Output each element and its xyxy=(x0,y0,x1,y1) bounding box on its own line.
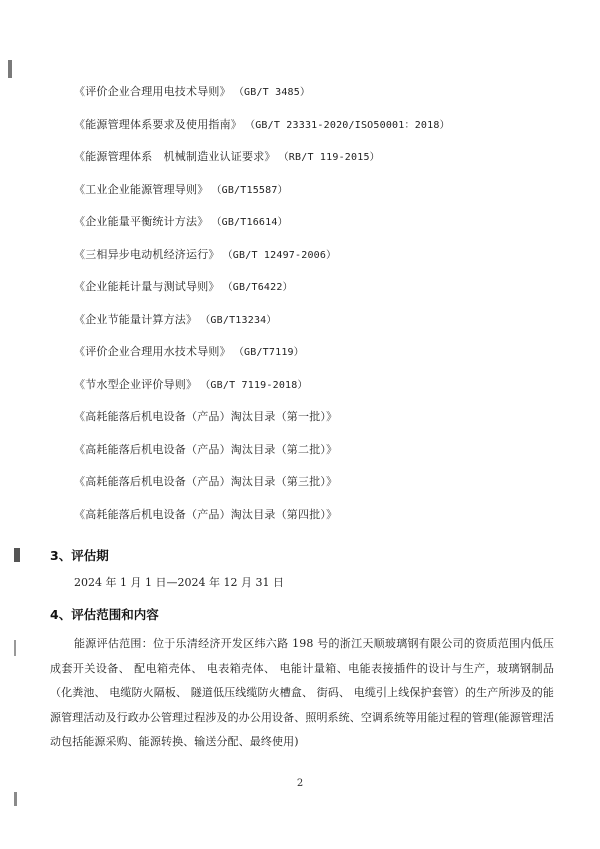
binding-mark xyxy=(14,548,20,562)
reference-item xyxy=(74,472,574,505)
reference-title: 《企业能耗计量与测试导则》 xyxy=(74,280,220,293)
reference-title: 《三相异步电动机经济运行》 xyxy=(74,247,220,261)
reference-title: 《高耗能落后机电设备（产品）淘汰目录（第一批）》 xyxy=(74,410,338,423)
reference-code: （GB/T16614） xyxy=(216,217,288,228)
reference-code: （GB/T7119） xyxy=(238,347,304,358)
reference-title: 《高耗能落后机电设备（产品）淘汰目录（第四批）》 xyxy=(74,507,338,521)
binding-mark xyxy=(14,792,17,806)
section-heading-assessment-period: 3、评估期 xyxy=(50,548,109,563)
section-heading-scope: 4、评估范围和内容 xyxy=(50,607,159,622)
reference-item xyxy=(74,180,574,213)
scope-paragraph: 能源评估范围：位于乐清经济开发区纬六路 198 号的浙江天顺玻璃钢有限公司的资质范围内低压成套开关设备、 配电箱壳体、 电表箱壳体、 电能计量箱、电能表接插件的设计与生产，玻璃钢制品（化粪池、 电缆防火隔板、 隧道低压线缆防火槽盒、 街码、 电缆引上线保护套管）的生产所涉及的能源管理活动及行政办公管理过程涉及的办公用设备、照明系统、空调系统等用能过程的管理(能源管理活动包括能源采购、能源转换、输送分配、最终使用) xyxy=(50,637,554,748)
reference-title: 《能源管理体系 机械制造业认证要求》 xyxy=(74,150,276,163)
reference-code: （RB/T 119-2015） xyxy=(283,152,380,163)
reference-item xyxy=(74,212,574,245)
assessment-period-text: 2024 年 1 月 1 日—2024 年 12 月 31 日 xyxy=(74,576,284,589)
reference-title: 《企业节能量计算方法》 xyxy=(74,312,198,326)
reference-title: 《能源管理体系要求及使用指南》 xyxy=(74,117,242,131)
reference-item xyxy=(74,310,574,343)
reference-code: （GB/T 7119-2018） xyxy=(205,379,308,391)
reference-item xyxy=(74,505,574,538)
reference-title: 《企业能量平衡统计方法》 xyxy=(74,215,209,228)
reference-title: 《节水型企业评价导则》 xyxy=(74,377,198,391)
reference-title: 《评价企业合理用电技术导则》 xyxy=(74,85,231,98)
reference-title: 《高耗能落后机电设备（产品）淘汰目录（第二批）》 xyxy=(74,442,338,456)
reference-title: 《工业企业能源管理导则》 xyxy=(74,182,209,196)
reference-item xyxy=(74,440,574,473)
reference-code: （GB/T 23331-2020/ISO50001：2018） xyxy=(250,119,450,131)
reference-code: （GB/T15587） xyxy=(216,184,288,196)
binding-mark xyxy=(14,640,16,656)
reference-item xyxy=(74,407,574,440)
reference-code: （GB/T 3485） xyxy=(238,87,311,98)
reference-code: （GB/T6422） xyxy=(227,282,293,293)
reference-code: （GB/T 12497-2006） xyxy=(227,249,337,261)
reference-item xyxy=(74,245,574,278)
reference-code: （GB/T13234） xyxy=(205,314,277,326)
reference-title: 《高耗能落后机电设备（产品）淘汰目录（第三批）》 xyxy=(74,475,338,488)
reference-item xyxy=(74,277,574,310)
reference-title: 《评价企业合理用水技术导则》 xyxy=(74,345,231,358)
page-number: 2 xyxy=(296,778,304,789)
reference-item xyxy=(74,115,574,148)
reference-standards-list xyxy=(74,82,574,537)
reference-item xyxy=(74,342,574,375)
binding-mark xyxy=(8,60,12,78)
reference-item xyxy=(74,82,574,115)
reference-item xyxy=(74,375,574,408)
reference-item xyxy=(74,147,574,180)
